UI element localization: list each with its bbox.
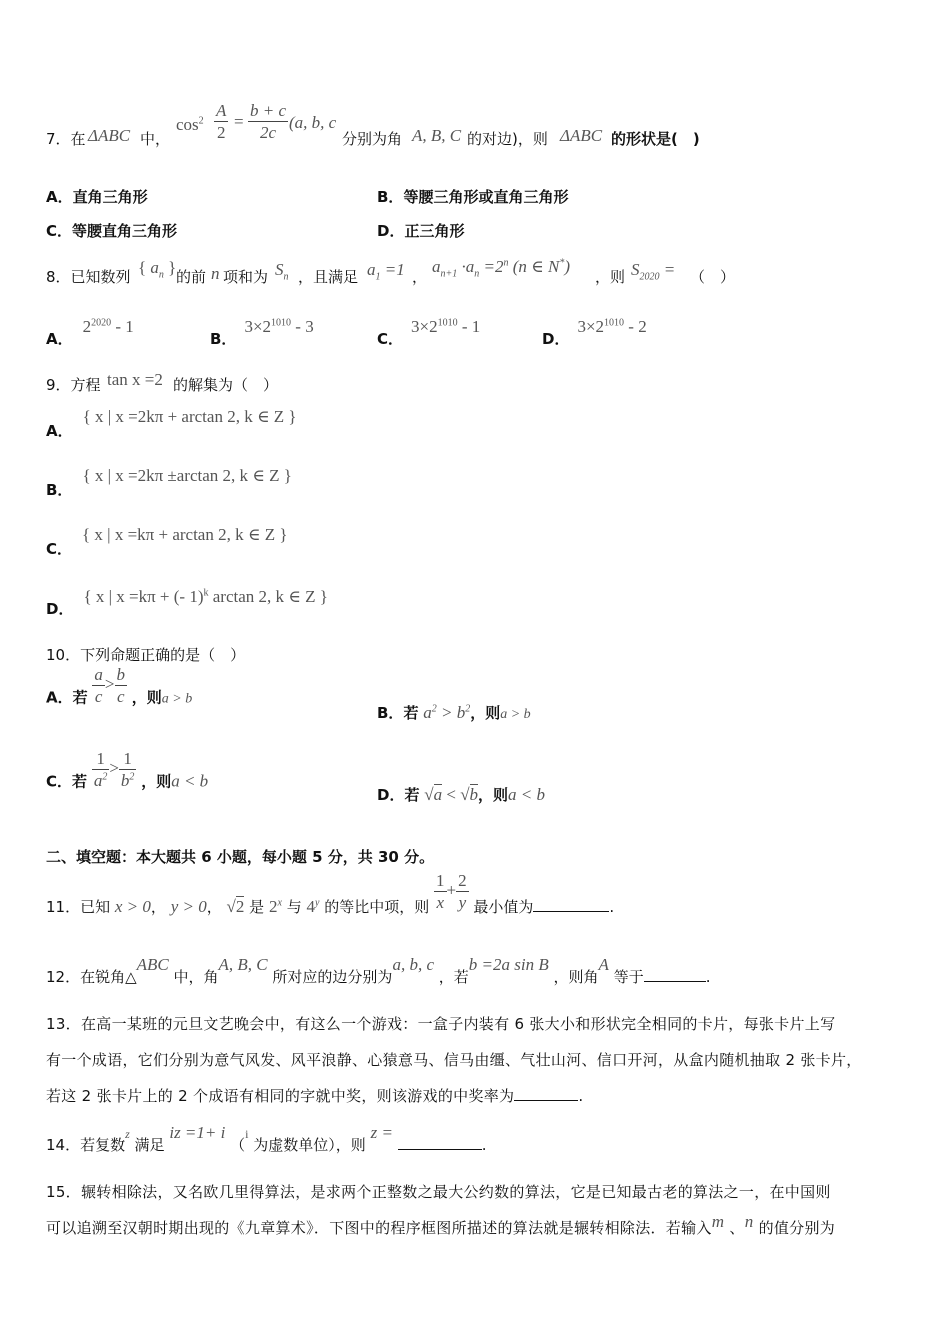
q7-cos: $\cos^2$	[176, 115, 204, 134]
q8-option-d: D．$3\times 2^{1010} - 2$	[542, 317, 647, 348]
q10-number: 10．下列命题正确的是（ ）	[46, 646, 246, 664]
q9-eq: tan x =2	[107, 370, 163, 389]
q13-answer-blank[interactable]	[514, 1086, 578, 1101]
q7-eq: =	[234, 112, 244, 131]
q7-number: 7．在	[46, 130, 86, 148]
q8-recurrence: $a_{n+1} \cdot a_n =2^n$ (n ∈ N*)	[432, 257, 570, 280]
q10-option-d: D．若 √a < √b，则a < b	[377, 785, 546, 804]
q8-a1: $a_1 =1$	[367, 260, 405, 283]
q7-option-b: B．等腰三角形或直角三角形	[377, 188, 569, 206]
q8-n: n	[211, 264, 220, 283]
q7-option-d: D．正三角形	[377, 222, 465, 240]
q7-angles: A, B, C	[412, 126, 462, 145]
q7-text2: 的对边)，则	[467, 130, 548, 148]
q8-S: $S_n$	[275, 260, 289, 283]
q13-line-3: 若这 2 张卡片上的 2 个成语有相同的字就中奖，则该游戏的中奖率为 .	[46, 1087, 584, 1105]
q8-text3: ，且满足	[298, 268, 359, 286]
question-11: 11．已知 x > 0， y > 0， √2 是 2$^x$ 与 4$^y$ 的等比中项，则 $\frac{1}{x}$ + $\frac{2}{y}$ 最小值为 .	[46, 871, 615, 916]
q8-text5: （ ）	[690, 268, 736, 286]
q15-line-2: 可以追溯至汉朝时期出现的《九章算术》．下图中的程序框图所描述的算法就是辗转相除法．若输入m 、n 的值分别为	[46, 1212, 836, 1237]
section-2-heading: 二、填空题：本大题共 6 小题，每小题 5 分，共 30 分。	[46, 848, 435, 866]
q10-option-b: B．若 $a^2 > b^2$，则a > b	[377, 703, 531, 722]
q7-frac-a: $\frac{A}{2}$	[216, 101, 227, 143]
q9-option-a: A．{ x | x =2kπ + arctan 2, k ∈ Z }	[46, 407, 297, 440]
q8-number: 8．已知数列	[46, 268, 131, 286]
q9-option-c: C．{ x | x =kπ + arctan 2, k ∈ Z }	[46, 525, 288, 558]
q9-option-d: D．{ x | x =kπ + (- 1)$^k$ arctan 2, k ∈ Z }	[46, 587, 328, 618]
q13-line-2: 有一个成语，它们分别为意气风发、风平浪静、心猿意马、信马由缰、气壮山河、信口开河，从盒内随机抽取 2 张卡片，	[46, 1051, 862, 1069]
q7-option-a: A．直角三角形	[46, 188, 148, 206]
q15-line-1: 15．辗转相除法，又名欧几里得算法，是求两个正整数之最大公约数的算法，它是已知最古老的算法之一，在中国则	[46, 1183, 831, 1201]
q8-option-a: A．$2^{2020} - 1$	[46, 317, 134, 348]
q11-answer-blank[interactable]	[533, 897, 609, 912]
q12-answer-blank[interactable]	[644, 967, 706, 982]
q8-comma: ，	[412, 268, 428, 286]
question-13	[46, 1006, 908, 1114]
question-12: 12．在锐角△ABC 中，角A, B, C 所对应的边分别为a, b, c ，若b =2a sin B ，则角A 等于 .	[46, 955, 711, 986]
q8-text1: 的前	[176, 268, 207, 286]
question-15	[46, 1174, 908, 1246]
q13-line-1: 13．在高一某班的元旦文艺晚会中，有这么一个游戏：一盒子内装有 6 张大小和形状完全相同的卡片，每张卡片上写	[46, 1015, 836, 1033]
q7-option-c: C．等腰直角三角形	[46, 222, 178, 240]
q10-option-a: A．若 $\frac{a}{c}$ > $\frac{b}{c}$ ，则a > b	[46, 665, 193, 707]
q9-option-b: B．{ x | x =2kπ ±arctan 2, k ∈ Z }	[46, 466, 292, 499]
question-14: 14．若复数z 满足 iz =1+ i （i 为虚数单位），则 z = .	[46, 1123, 487, 1154]
q8-text4: ，则	[595, 268, 626, 286]
q7-mid: 中，	[140, 130, 171, 148]
q7-triangle: ΔABC	[88, 126, 131, 145]
q8-seq: { $a_n$ }	[138, 258, 177, 281]
q7-text3: 的形状是( )	[611, 130, 700, 148]
q10-option-c: C．若 $\frac{1}{a^2}$ > $\frac{1}{b^2}$ ，则a < b	[46, 749, 209, 791]
q8-option-c: C．$3\times 2^{1010} - 1$	[377, 317, 481, 348]
q7-text1: 分别为角	[342, 130, 403, 148]
q7-frac-main: $\frac{b + c}{2c}$	[250, 101, 287, 143]
q8-option-b: B．$3\times 2^{1010} - 3$	[210, 317, 314, 348]
q14-answer-blank[interactable]	[398, 1135, 482, 1150]
q9-text1: 的解集为（ ）	[173, 376, 279, 394]
q8-text2: 项和为	[223, 268, 269, 286]
q8-S2020: $S_{2020}$ =	[631, 260, 676, 283]
q7-paren: (a, b, c	[289, 113, 337, 132]
q9-number: 9．方程	[46, 376, 101, 394]
q7-triangle2: ΔABC	[560, 126, 603, 145]
